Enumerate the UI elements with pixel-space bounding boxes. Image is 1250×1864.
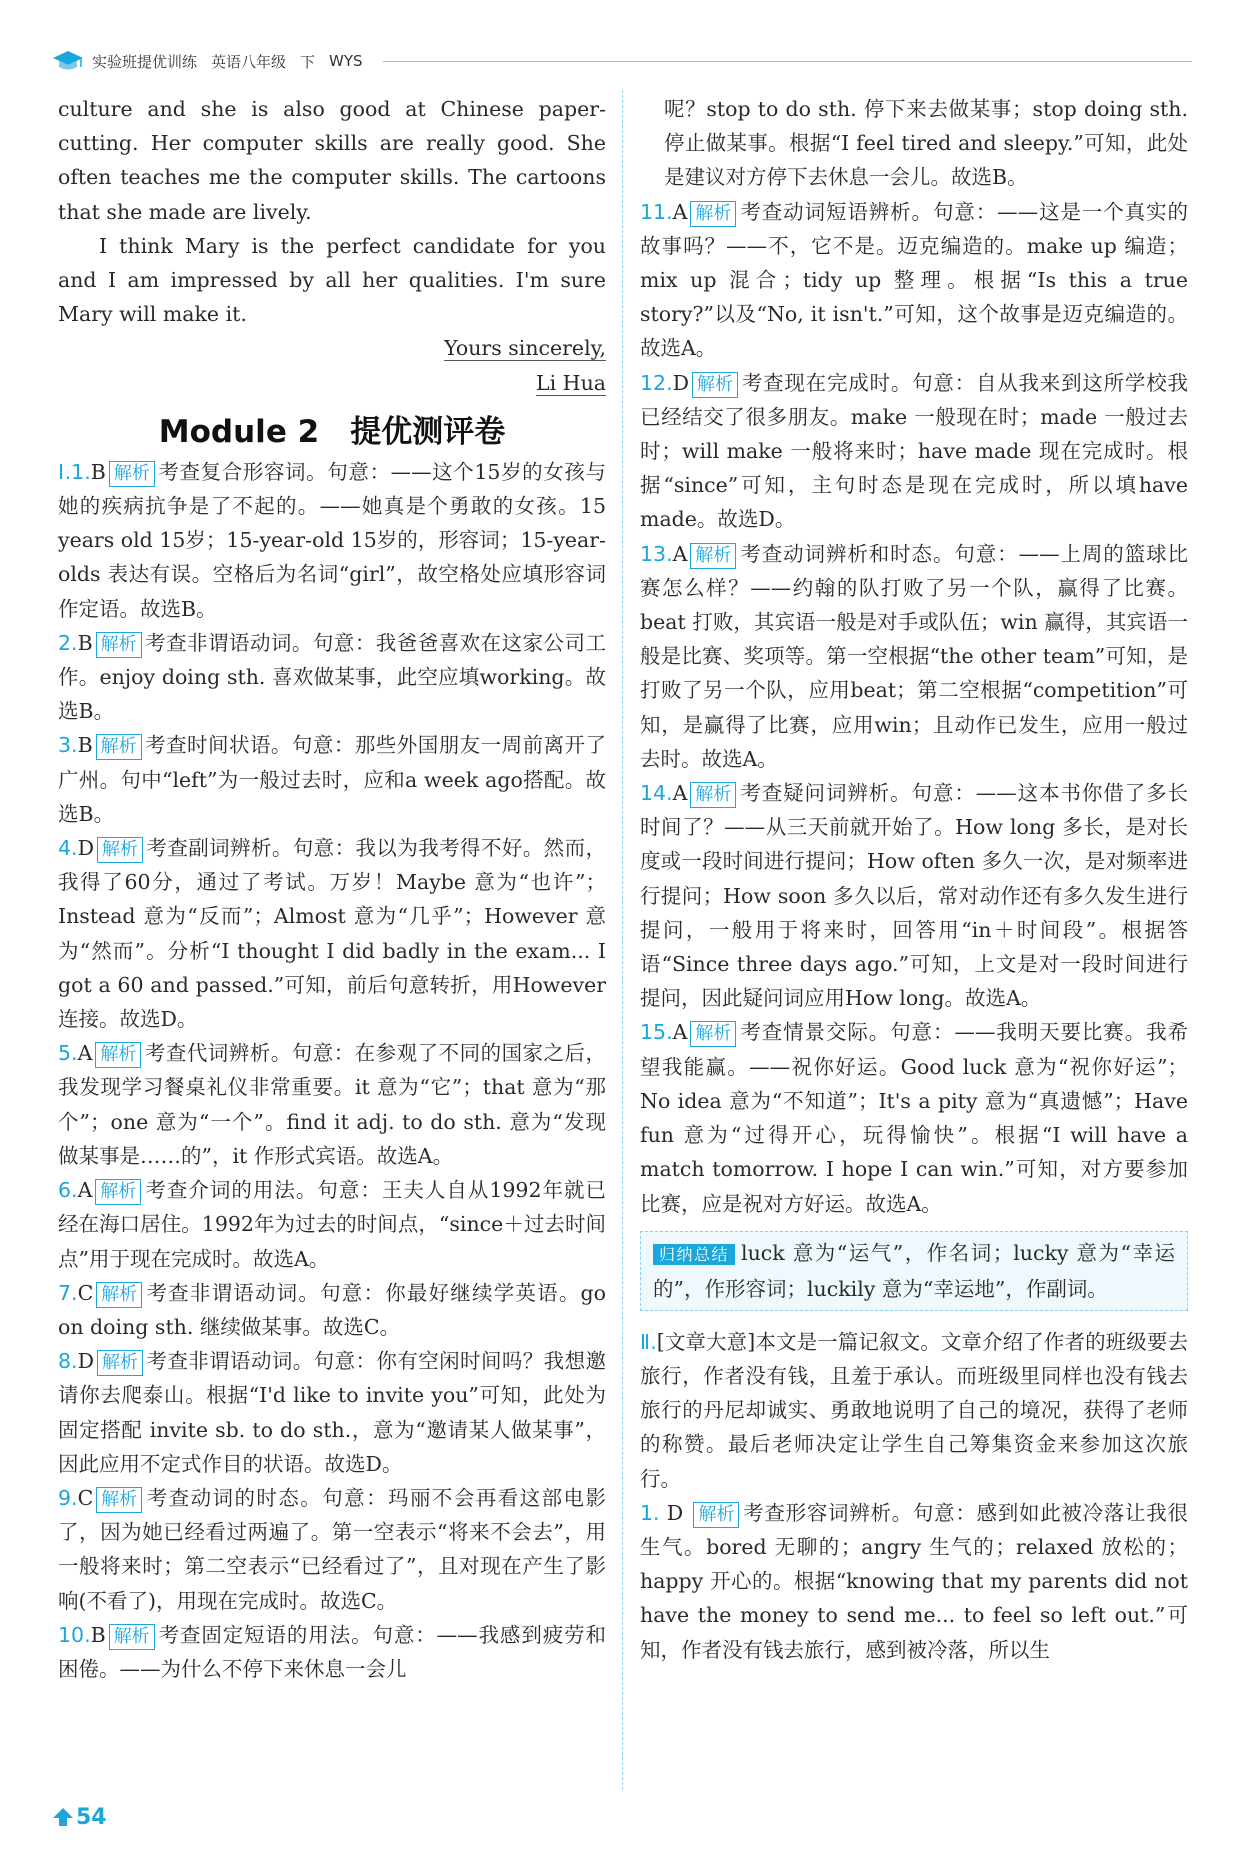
graduation-cap-icon — [52, 48, 84, 74]
answer-item — [640, 1015, 1188, 1220]
subject-label: 英语八年级 — [211, 52, 287, 71]
item-number: 10. — [58, 1622, 91, 1647]
analysis-tag: 解析 — [95, 1179, 141, 1205]
analysis-tag: 解析 — [690, 201, 736, 227]
analysis-tag: 解析 — [109, 1624, 155, 1650]
item-explanation: 考查疑问词辨析。句意：——这本书你借了多长时间了？——从三天前就开始了。How long 多长，是对长度或一段时间进行提问；How often 多久一次，是对频率进行提问；How soon 多久以后，常对动作还有多久发生进行提问，一般用于将来时，回答用“in＋时间段”。根据答语“Since three days ago.”可知，上文是对一段时间进行提问，因此疑问词应用How long。故选A。 — [640, 781, 1188, 1011]
letter-closing: Yours sincerely, — [444, 336, 606, 361]
item-explanation: 考查非谓语动词。句意：你有空闲时间吗？我想邀请你去爬泰山。根据“I'd like to invite you”可知，此处为固定搭配 invite sb. to do sth.，意为“邀请某人做某事”，因此应用不定式作目的状语。故选D。 — [58, 1349, 606, 1476]
answer-item — [58, 1036, 606, 1173]
item-number: 8. — [58, 1349, 78, 1374]
section2-summary: 本文是一篇记叙文。文章介绍了作者的班级要去旅行，作者没有钱，且羞于承认。而班级里同样也没有钱去旅行的丹尼却诚实、勇敢地说明了自己的境况，获得了老师的称赞。最后老师决定让学生自己筹集资金来参加这次旅行。 — [640, 1329, 1188, 1491]
analysis-tag: 解析 — [97, 1350, 143, 1376]
analysis-tag: 解析 — [97, 837, 143, 863]
answer-item — [58, 1173, 606, 1276]
item-answer: B — [77, 733, 93, 758]
volume-label: 下 — [300, 52, 316, 71]
item-number: 3. — [58, 733, 78, 758]
section2-item-1: 1. D 解析 考查形容词辨析。句意：感到如此被冷落让我很生气。bored 无聊的；angry 生气的；relaxed 放松的；happy 开心的。根据“knowing that my parents did not have the money to send me... to feel so left out.”可知，作者没有钱去旅行，感到被冷落，所以生 — [640, 1500, 1188, 1662]
item-number: 1. — [71, 459, 91, 484]
header-rule — [383, 61, 1192, 62]
item-number: 15. — [640, 1020, 673, 1045]
section2-intro: Ⅱ.[文章大意]本文是一篇记叙文。文章介绍了作者的班级要去旅行，作者没有钱，且羞于承认。而班级里同样也没有钱去旅行的丹尼却诚实、勇敢地说明了自己的境况，获得了老师的称赞。最后老师决定让学生自己筹集资金来参加这次旅行。 — [640, 1329, 1188, 1491]
item-answer: C — [77, 1485, 94, 1510]
answer-item — [640, 195, 1188, 366]
analysis-tag: 解析 — [109, 461, 155, 487]
item-explanation: 考查动词短语辨析。句意：——这是一个真实的故事吗？——不，它不是。迈克编造的。make up 编造；mix up 混合；tidy up 整理。根据“Is this a true story?”以及“No, it isn't.”可知，这个故事是迈克编造的。故选A。 — [640, 199, 1188, 361]
item-explanation: 考查时间状语。句意：那些外国朋友一周前离开了广州。句中“left”为一般过去时，应和a week ago搭配。故选B。 — [58, 733, 606, 826]
letter-signature: Li Hua — [536, 370, 606, 395]
item-explanation: 考查动词的时态。句意：玛丽不会再看这部电影了，因为她已经看过两遍了。第一空表示“将来不会去”，用一般将来时；第二空表示“已经看过了”，且对现在产生了影响(不看了)，用现在完成时。故选C。 — [58, 1485, 606, 1613]
right-answer-list — [640, 195, 1188, 1221]
page-header — [52, 44, 1192, 78]
left-answer-list — [58, 455, 606, 1686]
item-number: 13. — [640, 541, 673, 566]
item-answer: C — [77, 1280, 94, 1305]
item-answer: B — [90, 1622, 106, 1647]
item-answer: A — [672, 1020, 688, 1045]
answer-item — [58, 728, 606, 831]
letter-paragraph-2: I think Mary is the perfect candidate for you and I am impressed by all her qualities. I'm sure Mary will make it. — [58, 233, 606, 327]
module-title: Module 2 提优测评卷 — [158, 413, 506, 450]
item-number: 5. — [58, 1041, 78, 1066]
analysis-tag: 解析 — [692, 372, 738, 398]
item-answer: D — [77, 1349, 94, 1374]
analysis-tag: 解析 — [690, 782, 736, 808]
answer-item — [58, 1344, 606, 1481]
item-answer: B — [77, 630, 93, 655]
answer-item — [58, 1618, 606, 1686]
letter-paragraph-1: culture and she is also good at Chinese paper-cutting. Her computer skills are really good. She often teaches me the computer skills. The cartoons that she made are lively. — [58, 97, 606, 224]
item-answer: A — [77, 1041, 93, 1066]
answer-item — [58, 831, 606, 1036]
item-answer: D — [672, 370, 690, 395]
edition-label: WYS — [329, 52, 363, 70]
series-title: 实验班提优训练 — [92, 52, 198, 71]
column-divider — [622, 90, 623, 1790]
item-number: 7. — [58, 1280, 78, 1305]
left-column — [58, 92, 606, 1686]
analysis-tag: 解析 — [690, 1021, 736, 1047]
item-explanation: 考查代词辨析。句意：在参观了不同的国家之后，我发现学习餐桌礼仪非常重要。it 意为“它”；that 意为“那个”；one 意为“一个”。find it adj. to do sth. 意为“发现做某事是……的”，it 作形式宾语。故选A。 — [58, 1041, 606, 1168]
item-explanation: 考查情景交际。句意：——我明天要比赛。我希望我能赢。——祝你好运。Good luck 意为“祝你好运”；No idea 意为“不知道”；It's a pity 意为“真遗憾”；Have fun 意为“过得开心，玩得愉快”。根据“I will have a match tomorrow. I hope I can win.”可知，对方要参加比赛，应是祝对方好运。故选A。 — [640, 1020, 1188, 1216]
item-explanation: 考查复合形容词。句意：——这个15岁的女孩与她的疾病抗争是了不起的。——她真是个勇敢的女孩。15 years old 15岁；15-year-old 15岁的，形容词；15-year-olds 表达有误。空格后为名词“girl”，故空格处应填形容词作定语。故选B。 — [58, 459, 606, 621]
item-answer: A — [672, 541, 688, 566]
item-number: 4. — [58, 836, 78, 861]
page-number: 54 — [52, 1800, 120, 1834]
item-explanation: 考查动词辨析和时态。句意：——上周的篮球比赛怎么样？——约翰的队打败了另一个队，赢得了比赛。beat 打败，其宾语一般是对手或队伍；win 赢得，其宾语一般是比赛、奖项等。第一空根据“the other team”可知，是打败了另一个队，应用beat；第二空根据“competition”可知，是赢得了比赛，应用win；且动作已发生，应用一般过去时。故选A。 — [640, 541, 1188, 771]
analysis-tag: 解析 — [96, 1487, 142, 1513]
item-number: 6. — [58, 1178, 78, 1203]
summary-box — [640, 1231, 1188, 1311]
item-number: 11. — [640, 199, 673, 224]
item-number: 2. — [58, 630, 78, 655]
item-explanation: 考查非谓语动词。句意：我爸爸喜欢在这家公司工作。enjoy doing sth. 喜欢做某事，此空应填working。故选B。 — [58, 630, 606, 724]
analysis-tag: 解析 — [690, 543, 736, 569]
section-label: Ⅰ. — [58, 459, 72, 484]
section2-heading: [文章大意] — [656, 1329, 756, 1354]
right-column — [640, 92, 1188, 1667]
analysis-tag: 解析 — [96, 1282, 142, 1308]
answer-item — [640, 366, 1188, 537]
item-answer: B — [90, 459, 106, 484]
item-answer: D — [77, 836, 94, 861]
item-number: 12. — [640, 370, 673, 395]
analysis-tag: 解析 — [96, 632, 142, 658]
answer-item — [58, 1481, 606, 1618]
arrow-up-icon — [52, 1806, 74, 1828]
answer-item — [640, 537, 1188, 776]
analysis-tag: 解析 — [95, 1042, 141, 1068]
item-explanation: 考查介词的用法。句意：王夫人自从1992年就已经在海口居住。1992年为过去的时间点，“since＋过去时间点”用于现在完成时。故选A。 — [58, 1178, 606, 1271]
item-answer: A — [672, 781, 688, 806]
answer-item — [58, 455, 606, 626]
item-number: 14. — [640, 781, 673, 806]
analysis-tag: 解析 — [96, 734, 142, 760]
item-answer: A — [77, 1178, 93, 1203]
item-explanation: 考查固定短语的用法。句意：——我感到疲劳和困倦。——为什么不停下来休息一会儿 — [58, 1622, 606, 1681]
item-explanation: 考查现在完成时。句意：自从我来到这所学校我已经结交了很多朋友。make 一般现在时；made 一般过去时；will make 一般将来时；have made 现在完成时。根据“since”可知，主句时态是现在完成时，所以填have made。故选D。 — [640, 370, 1188, 532]
item-number: 9. — [58, 1485, 78, 1510]
item-explanation: 考查副词辨析。句意：我以为我考得不好。然而，我得了60分，通过了考试。万岁！Maybe 意为“也许”；Instead 意为“反而”；Almost 意为“几乎”；However 意为“然而”。分析“I thought I did badly in the exam... I got a 60 and passed.”可知，前后句意转折，用However连接。故选D。 — [58, 836, 606, 1032]
answer-item — [640, 776, 1188, 1015]
summary-label: 归纳总结 — [653, 1244, 735, 1265]
summary-text: luck 意为“运气”，作名词；lucky 意为“幸运的”，作形容词；luckily 意为“幸运地”，作副词。 — [653, 1240, 1175, 1301]
continuation-text: 呢？stop to do sth. 停下来去做某事；stop doing sth. 停止做某事。根据“I feel tired and sleepy.”可知，此处是建议对方停下去休息一会儿。故选B。 — [664, 97, 1188, 190]
item-answer: A — [672, 199, 688, 224]
item-explanation: 考查非谓语动词。句意：你最好继续学英语。go on doing sth. 继续做某事。故选C。 — [58, 1280, 606, 1339]
answer-item — [58, 1276, 606, 1344]
answer-item — [58, 626, 606, 729]
